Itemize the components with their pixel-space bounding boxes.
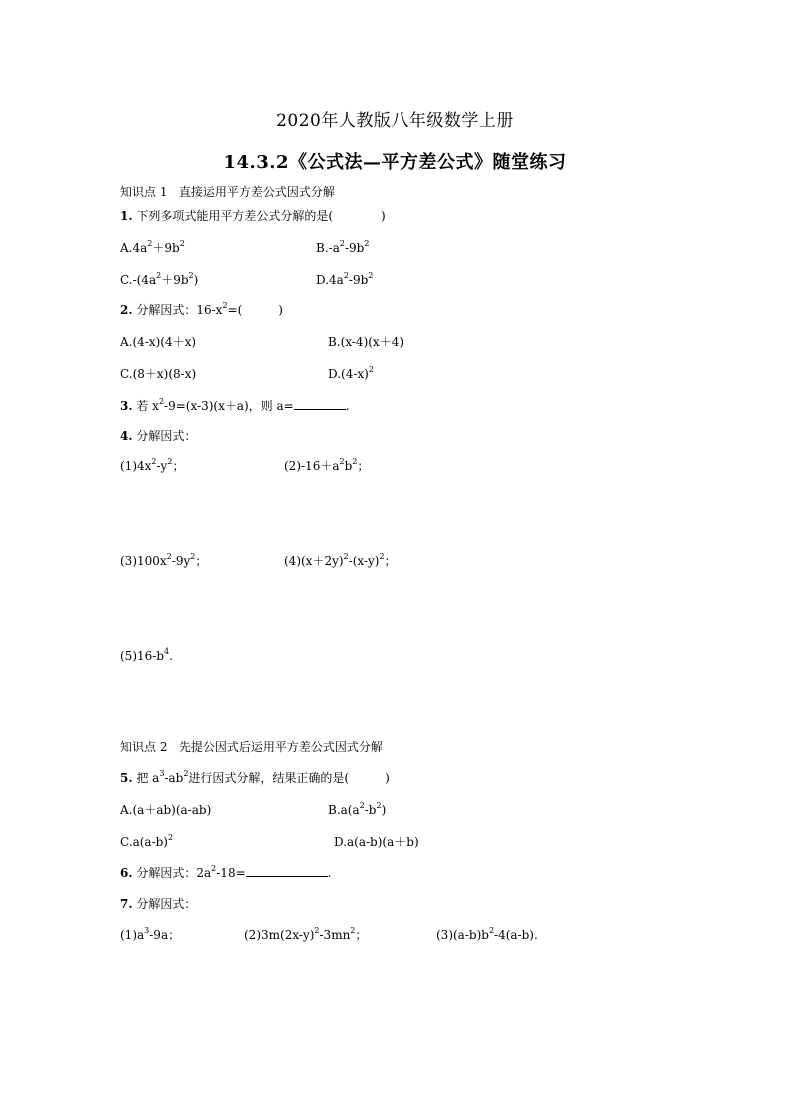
- q4-part-2: $(2)-16+a^2b^2$；: [284, 457, 370, 473]
- section-2-label: 知识点 2: [120, 740, 168, 754]
- question-stem: 下列多项式能用平方差公式分解的是( ): [136, 209, 386, 223]
- q5-option-a: A.(a＋ab)(a-ab): [120, 803, 212, 817]
- question-3: 3. 若 $x^2-9=(x-3)(x+a)$，则 a= .: [120, 397, 350, 413]
- section-1-label: 知识点 1: [120, 185, 168, 199]
- section-2-heading: [120, 739, 383, 755]
- q5-option-d: D.a(a-b)(a＋b): [334, 835, 419, 849]
- q2-option-a: A.(4-x)(4＋x): [120, 335, 197, 349]
- q1-option-d: $D.4a^2-9b^2$: [316, 271, 374, 287]
- q7-part-3: $(3)(a-b)b^2-4(a-b)$.: [436, 926, 538, 942]
- question-2: 2. 分解因式：$16-x^2=$( ): [120, 301, 283, 317]
- q4-part-4: $(4)(x+2y)^2-(x-y)^2$；: [284, 552, 397, 568]
- q7-part-1: $(1)a^3-9a$；: [120, 926, 181, 942]
- q5-option-c: $C.a(a-b)^2$: [120, 833, 174, 849]
- question-6: 6. 分解因式：$2a^2-18=$ .: [120, 864, 332, 880]
- question-7: 7. 分解因式：: [120, 897, 197, 911]
- question-5: 5. 把 $a^3-ab^2$进行因式分解，结果正确的是( ): [120, 769, 390, 785]
- section-1-text: 直接运用平方差公式因式分解: [178, 185, 335, 199]
- q4-part-1: $(1)4x^2-y^2$；: [120, 457, 185, 473]
- q4-part-3: $(3)100x^2-9y^2$；: [120, 552, 208, 568]
- q1-option-b: $B.-a^2-9b^2$: [316, 239, 370, 255]
- section-2-text: 先提公因式后运用平方差公式因式分解: [178, 740, 383, 754]
- question-1: [120, 208, 386, 224]
- document-title: 2020年人教版八年级数学上册: [276, 111, 514, 131]
- q2-option-b: B.(x-4)(x＋4): [328, 335, 405, 349]
- q4-part-5: $(5)16-b^4$.: [120, 647, 173, 663]
- q2-option-d: $D.(4-x)^2$: [328, 365, 374, 381]
- q1-option-a: $A.4a^2+9b^2$: [120, 239, 185, 255]
- q1-option-c: $C.-(4a^2+9b^2)$: [120, 271, 199, 287]
- q5-option-b: $B.a(a^2-b^2)$: [328, 801, 387, 817]
- q7-part-2: $(2)3m(2x-y)^2-3mn^2$；: [244, 926, 368, 942]
- question-number: 1.: [120, 209, 133, 223]
- question-4: 4. 分解因式：: [120, 429, 197, 443]
- answer-blank[interactable]: [246, 864, 328, 877]
- q2-option-c: C.(8＋x)(8-x): [120, 367, 197, 381]
- answer-blank[interactable]: [294, 397, 346, 410]
- document-subtitle: 14.3.2《公式法—平方差公式》随堂练习: [223, 152, 567, 173]
- section-1-heading: [120, 184, 335, 200]
